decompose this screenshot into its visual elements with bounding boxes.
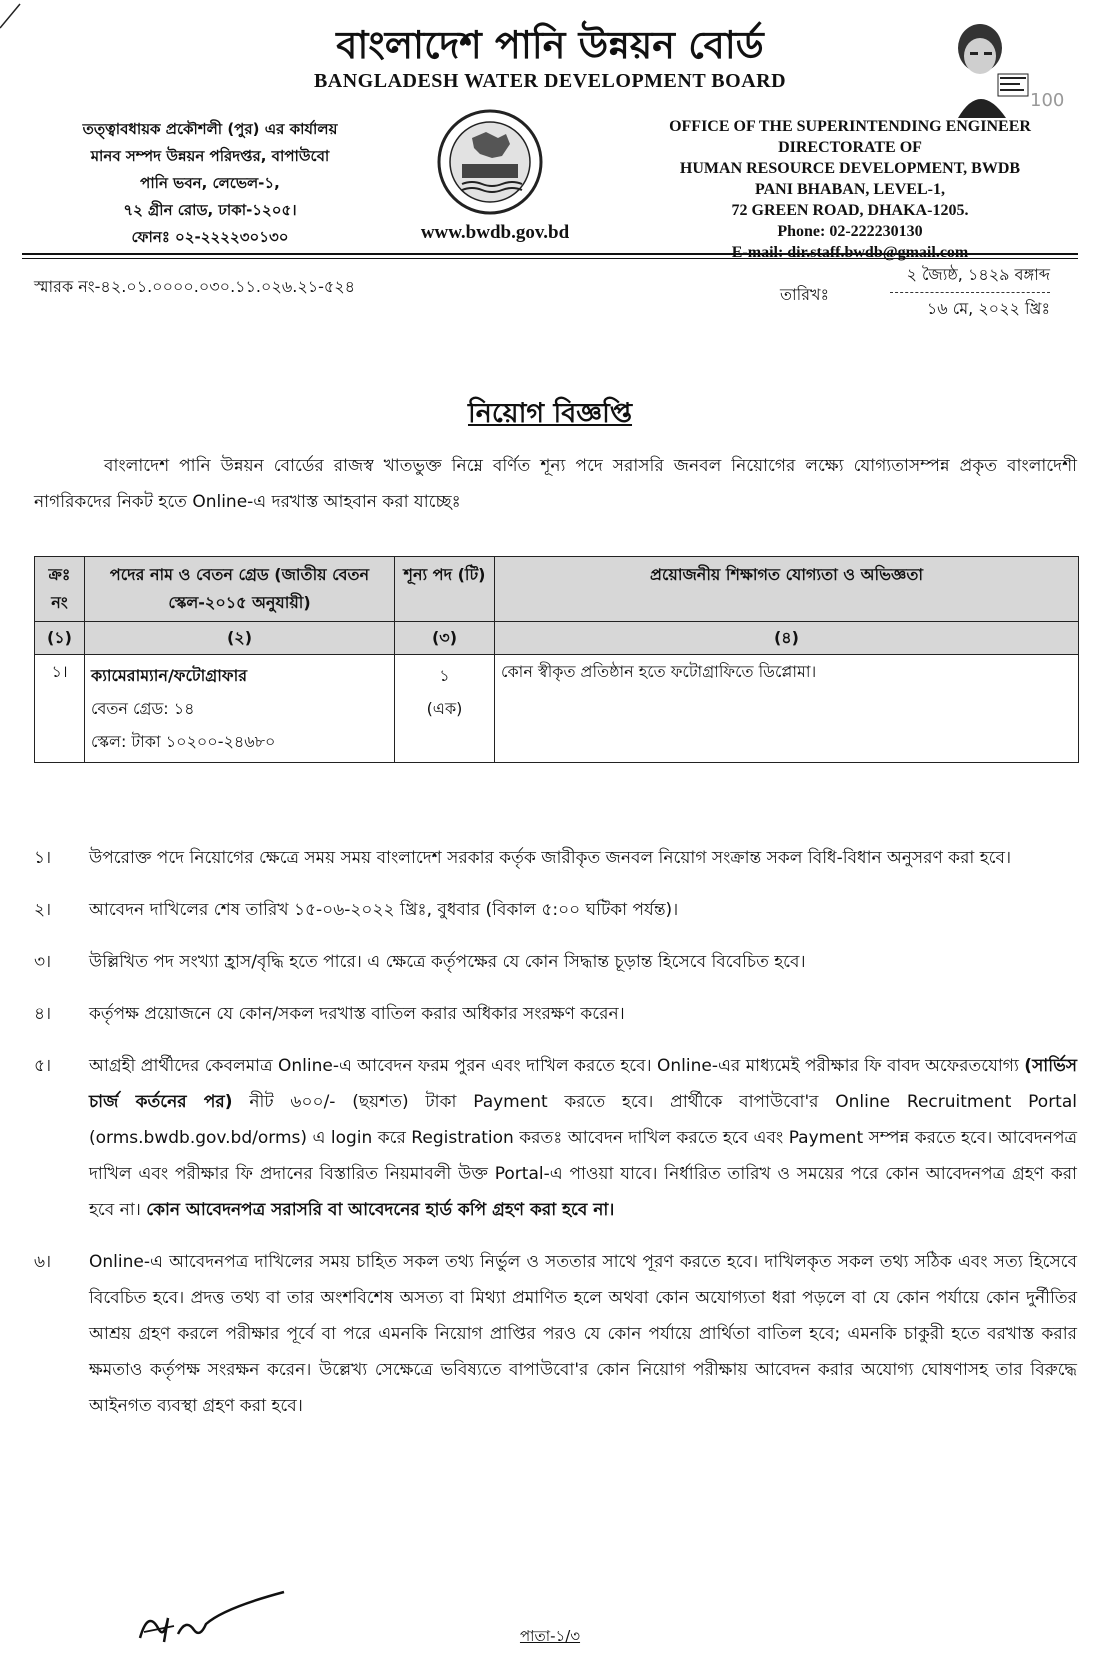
item-number: ৪। <box>34 1004 52 1024</box>
list-item <box>34 944 1077 980</box>
column-number-row <box>35 622 1079 655</box>
column-number: (৩) <box>395 622 495 655</box>
item-number: ২। <box>34 900 52 920</box>
column-number: (২) <box>85 622 395 655</box>
list-item <box>34 840 1077 876</box>
item-text-bold: (সার্ভিস চার্জ কর্তনের পর) <box>89 1056 1077 1112</box>
table-header-row <box>35 557 1079 622</box>
vacancy-count: ১ <box>439 666 450 685</box>
list-item <box>34 892 1077 928</box>
office-address-bengali <box>50 116 370 251</box>
item-text: কর্তৃপক্ষ প্রয়োজনে যে কোন/সকল দরখাস্ত বাতিল করার অধিকার সংরক্ষণ করেন। <box>89 1004 625 1024</box>
vacancy-table <box>34 556 1079 763</box>
address-line: পানি ভবন, লেভেল-১, <box>140 174 280 192</box>
column-number: (১) <box>35 622 85 655</box>
header-qualification: প্রয়োজনীয় শিক্ষাগত যোগ্যতা ও অভিজ্ঞতা <box>495 557 1079 622</box>
date-label: তারিখঃ <box>780 285 830 304</box>
vacancy-count-words: (এক) <box>426 699 463 718</box>
date-bengali-calendar: ২ জ্যৈষ্ঠ, ১৪২৯ বঙ্গাব্দ <box>890 262 1050 293</box>
office-address-english <box>630 116 1070 263</box>
address-line: ৭২ গ্রীন রোড, ঢাকা-১২০৫। <box>123 201 297 219</box>
item-number: ১। <box>34 848 52 868</box>
email-address: E-mail: dir.staff.bwdb@gmail.com <box>731 244 969 261</box>
list-item <box>34 1244 1077 1424</box>
item-text-part: আগ্রহী প্রার্থীদের কেবলমাত্র Online-এ আবেদন ফরম পুরন এবং দাখিল করতে হবে। Online-এর মাধ্যমেই পরীক্ষার ফি বাবদ অফেরতযোগ্য <box>89 1056 1025 1076</box>
address-line: PANI BHABAN, LEVEL-1, <box>755 181 945 198</box>
item-text: উল্লিখিত পদ সংখ্যা হ্রাস/বৃদ্ধি হতে পারে। এ ক্ষেত্রে কর্তৃপক্ষের যে কোন সিদ্ধান্ত চূড়ান্ত হিসেবে বিবেচিত হবে। <box>89 952 806 972</box>
page-number <box>0 1625 1100 1650</box>
pay-grade: বেতন গ্রেড: ১৪ <box>91 699 195 718</box>
list-item <box>34 996 1077 1032</box>
item-text <box>89 1048 1077 1228</box>
org-title-english: BANGLADESH WATER DEVELOPMENT BOARD <box>313 70 787 92</box>
address-line: মানব সম্পদ উন্নয়ন পরিদপ্তর, বাপাউবো <box>90 147 330 165</box>
header-serial: ক্রঃ নং <box>35 557 85 622</box>
item-text: উপরোক্ত পদে নিয়োগের ক্ষেত্রে সময় সময় বাংলাদেশ সরকার কর্তৃক জারীকৃত জনবল নিয়োগ সংক্রান্ত সকল বিধি-বিধান অনুসরণ করা হবে। <box>89 848 1012 868</box>
date-gregorian: ১৬ মে, ২০২২ খ্রিঃ <box>926 299 1050 318</box>
phone-line: Phone: 02-222230130 <box>777 223 923 240</box>
address-line: HUMAN RESOURCE DEVELOPMENT, BWDB <box>679 160 1021 177</box>
header-vacancy: শূন্য পদ (টি) <box>395 557 495 622</box>
header-divider <box>22 253 1078 255</box>
conditions-list <box>34 840 1077 1440</box>
pay-scale: স্কেল: টাকা ১০২০০-২৪৬৮০ <box>91 732 276 751</box>
item-number: ৬। <box>34 1252 52 1272</box>
item-number: ৩। <box>34 952 52 972</box>
phone-line: ফোনঃ ০২-২২২২৩০১৩০ <box>131 228 289 246</box>
address-line: তত্ত্বাবধায়ক প্রকৌশলী (পুর) এর কার্যালয় <box>82 120 338 138</box>
address-line: 72 GREEN ROAD, DHAKA-1205. <box>731 202 969 219</box>
address-line: OFFICE OF THE SUPERINTENDING ENGINEER <box>669 118 1031 135</box>
item-number: ৫। <box>34 1056 52 1076</box>
item-text: Online-এ আবেদনপত্র দাখিলের সময় চাহিত সকল তথ্য নির্ভুল ও সততার সাথে পূরণ করতে হবে। দাখিলকৃত সকল তথ্য সঠিক এবং সত্য হিসেবে বিবেচিত হবে। প্রদত্ত তথ্য বা তার অংশবিশেষ অসত্য বা মিথ্যা প্রমাণিত হলে অথবা কোন অযোগ্যতা ধরা পড়লে বা যে কোন পর্যায়ে কোন দুর্নীতির আশ্রয় গ্রহণ করলে পরীক্ষার পূর্বে বা পরে এমনকি নিয়োগ প্রাপ্তির পরও যে কোন পর্যায়ে প্রার্থিতা বাতিল হবে; এমনকি চাকুরী হতে বরখাস্ত করার ক্ষমতাও কর্তৃপক্ষ সংরক্ষন করেন। উল্লেখ্য সেক্ষেত্রে ভবিষ্যতে বাপাউবো'র কোন নিয়োগ পরীক্ষায় আবেদন করার অযোগ্য ঘোষণাসহ তার বিরুদ্ধে আইনগত ব্যবস্থা গ্রহণ করা হবে। <box>89 1252 1077 1416</box>
org-title-bengali: বাংলাদেশ পানি উন্নয়ন বোর্ড <box>336 23 764 67</box>
website-url: www.bwdb.gov.bd <box>420 222 570 243</box>
row-serial: ১। <box>35 655 85 763</box>
notice-intro: বাংলাদেশ পানি উন্নয়ন বোর্ডের রাজস্ব খাতভুক্ত নিম্নে বর্ণিত শূন্য পদে সরাসরি জনবল নিয়োগের লক্ষ্যে যোগ্যতাসম্পন্ন প্রকৃত বাংলাদেশী নাগরিকদের নিকট হতে Online-এ দরখাস্ত আহবান করা যাচ্ছেঃ <box>34 456 1077 512</box>
row-vacancy-cell <box>395 655 495 763</box>
item-text-part: নীট ৬০০/- (ছয়শত) টাকা Payment করতে হবে। প্রার্থীকে বাপাউবো'র Online Recruitment Portal (orms.bwdb.gov.bd/orms) এ login করে Registration করতঃ আবেদন দাখিল করতে হবে এবং Payment সম্পন্ন করতে হবে। আবেদনপত্র দাখিল এবং পরীক্ষার ফি প্রদানের বিস্তারিত নিয়মাবলী উক্ত Portal-এ পাওয়া যাবে। নির্ধারিত তারিখ ও সময়ের পরে কোন আবেদনপত্র গ্রহণ করা হবে না। <box>89 1092 1077 1220</box>
list-item <box>34 1048 1077 1228</box>
memo-reference: স্মারক নং-৪২.০১.০০০০.০৩০.১১.০২৬.২১-৫২৪ <box>34 277 356 296</box>
table-row <box>35 655 1079 763</box>
address-line: DIRECTORATE OF <box>778 139 922 156</box>
notice-heading <box>0 393 1100 438</box>
header-divider <box>22 258 1078 259</box>
header-post: পদের নাম ও বেতন গ্রেড (জাতীয় বেতন স্কেল-২০১৫ অনুযায়ী) <box>85 557 395 622</box>
svg-text:100: 100 <box>1030 90 1065 111</box>
page-number-text: পাতা-১/৩ <box>519 1627 581 1645</box>
notice-heading-text: নিয়োগ বিজ্ঞপ্তি <box>467 398 633 429</box>
item-text-bold: কোন আবেদনপত্র সরাসরি বা আবেদনের হার্ড কপি গ্রহণ করা হবে না। <box>146 1200 615 1220</box>
mujib-100-portrait-icon <box>940 18 1065 118</box>
row-post-cell <box>85 655 395 763</box>
column-number: (৪) <box>495 622 1079 655</box>
bwdb-seal-icon <box>436 108 544 216</box>
post-name: ক্যামেরাম্যান/ফটোগ্রাফার <box>91 666 248 685</box>
row-qualification: কোন স্বীকৃত প্রতিষ্ঠান হতে ফটোগ্রাফিতে ডিপ্লোমা। <box>495 655 1079 763</box>
item-text: আবেদন দাখিলের শেষ তারিখ ১৫-০৬-২০২২ খ্রিঃ, বুধবার (বিকাল ৫:০০ ঘটিকা পর্যন্ত)। <box>89 900 679 920</box>
